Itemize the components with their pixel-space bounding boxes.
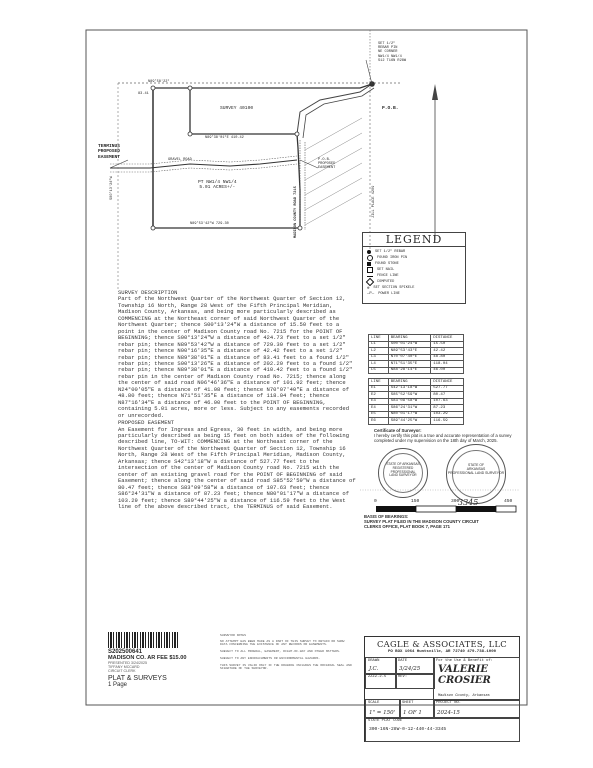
scale-label: 150 [411, 499, 420, 504]
road-label: GRAVEL ROAD [168, 158, 192, 162]
table-cell: L1 [369, 341, 389, 348]
scale-cell [365, 699, 401, 719]
terminus-line: EASEMENT [98, 154, 121, 160]
table-cell: E1 [369, 385, 389, 392]
table-cell: E5 [369, 411, 389, 418]
table-cell: L4 [369, 361, 389, 368]
table-cell: 46.00 [431, 367, 464, 374]
easement-text: An Easement for Ingress and Egress, 30 feet in width, and being more particularly described as being 15 feet on both sides of the following described line, TO-WIT: COMMENCING at the Northeast corner of the Northwest Quarter of the Northwest Quarter of Section 12, Township 16 North, Range 28 West of the Fifth Principal Meridian, Madison County, Arkansas; thence S42°13'18"W a distance of 527.77 feet to the intersection of the center of Madison County road No. 7215 with the center of an existing gravel road for the POINT OF BEGINNING of said Easement; thence along the center of said road S85°52'59"W a distance of 80.47 feet; thence S83°09'58"W a distance of 107.63 feet; thence S86°24'31"W a distance of 87.23 feet; thence N80°01'17"W a distance of 103.29 feet; thence S89°44'25"W a distance of 116.59 feet to the West line of the above described tract, the TERMINUS of said Easement. [118, 425, 356, 510]
seal-number: 3345 [458, 498, 479, 507]
checked-value: ZZZZ-2-5 [368, 675, 387, 679]
client-location: Madison County, Arkansas [438, 694, 490, 698]
corner-note-line: S12 T16N R28W [378, 58, 407, 63]
company-address: PO BOX 1064 Huntsville, AR 72740 479-738-1000 [387, 650, 497, 654]
table-cell: 42.42 [431, 348, 464, 355]
sheet-value: 1 OF 1 [403, 710, 422, 716]
corner-note [378, 42, 458, 63]
pob-easement-label [318, 158, 335, 171]
found-stone-icon [367, 262, 371, 266]
county-road-label: MADISON COUNTY ROAD 7215 [294, 186, 298, 238]
section-spike-icon: ⊕ [367, 287, 370, 291]
power-line-icon: —P— [367, 292, 375, 296]
seal-text: ARKANSAS [466, 467, 486, 471]
table-cell: 107.63 [431, 398, 464, 405]
east-road-label: JILL PLACE 4209 [372, 185, 376, 218]
seal-text: STATE OF ARKANSAS [386, 462, 420, 466]
scale-bar-graphic [376, 506, 516, 512]
table-cell: 15.50 [431, 341, 464, 348]
note-item: NO ATTEMPT HAS BEEN MADE AS A PART OF THIS SURVEY TO OBTAIN OR SHOW DATA CONCERNING THE EXISTENCE OF ANY RECORDS OR EASEMENTS. [220, 638, 345, 647]
corner-note-line: NW1/4 NW1/4 [378, 54, 402, 59]
scale-label: 450 [504, 499, 513, 504]
table-cell: L5 [369, 367, 389, 374]
set-rebar-icon [367, 250, 371, 254]
basis-heading: BASIS OF BEARINGS: [364, 514, 409, 519]
legend-item-label: FOUND IRON PIN [377, 256, 408, 260]
seal-text: REGISTERED [392, 465, 414, 470]
table-cell: N88°28'14"E [388, 367, 430, 374]
easement-heading: PROPOSED EASEMENT [118, 419, 175, 427]
pob-label: P.O.B. [382, 106, 399, 111]
corner-note-line: SET 1/2" [378, 42, 396, 46]
seal-text: STATE OF [467, 463, 485, 467]
scale-label: 300 [451, 499, 460, 504]
recording-stamp [108, 632, 218, 688]
recording-number: S202500641 [108, 649, 143, 655]
pob-easement-line: EASEMENT [318, 166, 336, 171]
county-road-centerline [190, 84, 372, 88]
table-cell: E6 [369, 418, 389, 425]
project-label: PROJECT NO. [436, 701, 462, 705]
sheet-cell [399, 699, 435, 719]
terminus-label [98, 144, 120, 160]
recording-line: PRESENTED 3/24/2025 [108, 661, 147, 665]
bearing-bottom: N89°53'42"W 729.30 [190, 222, 229, 226]
checked-cell [365, 673, 397, 689]
table-cell: 80.47 [431, 392, 464, 399]
pob-easement-line: P.O.B. [318, 158, 331, 162]
table-cell: 87.23 [431, 405, 464, 412]
barcode [108, 632, 178, 648]
table-header: LINE [369, 335, 389, 342]
table-row [369, 418, 464, 425]
scale-value: 1" = 150' [369, 710, 396, 716]
set-nail-icon [367, 267, 373, 273]
table-cell: S83°09'58"W [388, 398, 430, 405]
client-name: VALERIE CROSIER [438, 664, 491, 686]
client-cell [433, 657, 520, 701]
north-arrow [432, 84, 438, 240]
table-header: DISTANCE [431, 379, 464, 386]
state-plat-cell [365, 717, 520, 742]
note-item: SUBJECT TO ANY ENCROACHMENTS OR ENVIRONMENTAL HAZARDS. [220, 655, 321, 660]
for-label: For the Use & Benefit of: [436, 659, 493, 663]
basis-text: SURVEY PLAT FILED IN THE MADISON COUNTY CIRCUIT CLERKS OFFICE, PLAT BOOK 7, PAGE 171 [364, 519, 479, 529]
seal-text: LAND SURVEYOR [389, 473, 417, 478]
table-cell: E3 [369, 398, 389, 405]
table-cell: 527.77 [431, 385, 464, 392]
company-name: CAGLE & ASSOCIATES, LLC [376, 639, 508, 649]
notes-heading: SURVEYOR NOTES [220, 633, 246, 637]
table-cell: S89°44'25"W [388, 418, 430, 425]
fence-line-icon [367, 276, 373, 277]
table-header: DISTANCE [431, 335, 464, 342]
table-header: BEARING [388, 335, 430, 342]
tract-label [198, 180, 237, 191]
state-plat-value: 300-16N-28W-0-12-440-44-3345 [369, 727, 447, 732]
table-cell: L3 [369, 354, 389, 361]
title-block [364, 636, 520, 742]
legend-item-label: COMPUTED [377, 280, 395, 284]
bearing-left: S00°13'24"W [110, 176, 114, 200]
pob-easement-line: PROPOSED [318, 162, 336, 167]
table-cell: S42°13'18"W [388, 385, 430, 392]
tract-line: PT NW1/4 NW1/4 [198, 180, 237, 185]
table-cell: 103.29 [431, 411, 464, 418]
scale-label-text: SCALE [368, 701, 380, 705]
table-cell: 48.80 [431, 354, 464, 361]
terminus-line: TERMINUS [98, 144, 121, 149]
corner-note-line: REBAR PIN [378, 46, 398, 51]
top-dist: N89°58'22" [148, 80, 170, 84]
seal-text: PROFESSIONAL LAND SURVEYOR [447, 471, 505, 475]
corner-note-line: NE CORNER [378, 50, 398, 55]
date-value: 3/24/25 [399, 666, 421, 672]
table-cell: E2 [369, 392, 389, 399]
table-cell: N71°51'35"E [388, 361, 430, 368]
surveyor-seal-left [378, 448, 428, 498]
survey-label: SURVEY 40100 [220, 106, 254, 111]
rev-cell [395, 673, 435, 689]
tract-line: 5.01 ACRES+/- [199, 185, 236, 191]
table-cell: 118.04 [431, 361, 464, 368]
note-item: SUBJECT TO ALL MINERAL, EASEMENT, RIGHT-OF-WAY AND OTHER MATTERS. [220, 649, 341, 654]
note-item: THIS SURVEY IS VALID ONLY IF THE DRAWING INCLUDES THE ORIGINAL SEAL AND SIGNATURE OF THE SURVEYOR. [220, 662, 352, 671]
rev-label: REV: [398, 675, 408, 679]
line-table [368, 334, 464, 374]
seal-text: PROFESSIONAL [390, 469, 416, 474]
left-dist: 83.41 [138, 92, 149, 96]
recording-doc-type: PLAT & SURVEYS [108, 675, 167, 682]
recording-line: TIFFANY MCCARD [108, 665, 140, 669]
legend-title: LEGEND [363, 233, 465, 247]
table-cell: S86°24'31"W [388, 405, 430, 412]
certificate [374, 428, 514, 443]
drawn-label: DRAWN [368, 659, 380, 663]
table-cell: 116.59 [431, 418, 464, 425]
sheet-label: SHEET [402, 701, 414, 705]
legend-item-label: SET SECTION SPIKELE [373, 286, 415, 290]
terminus-line: PROPOSED [98, 149, 121, 155]
found-pin-icon [367, 255, 373, 261]
table-cell: S85°52'59"W [388, 392, 430, 399]
survey-description-heading: SURVEY DESCRIPTION [118, 289, 178, 296]
certificate-text: I hereby certify this plat is a true and accurate representation of a survey completed under my supervision on the 18th day of March, 2025. [374, 433, 512, 443]
legal-description [118, 290, 356, 510]
legend [362, 232, 466, 304]
legend-item-label: SET NAIL [377, 268, 395, 272]
drawn-value: J.C. [369, 666, 379, 672]
state-plat-label: STATE PLAT CODE [368, 719, 403, 723]
certificate-heading: Certificate of Surveyor: [374, 428, 422, 433]
project-value: 2024-15 [437, 710, 460, 716]
table-cell: N80°01'17"W [388, 411, 430, 418]
surveyor-seal-right [446, 444, 506, 504]
legend-item [367, 291, 461, 297]
table-cell: N89°53'43"E [388, 348, 430, 355]
bearing-top: N89°38'01"E 410.42 [205, 136, 244, 140]
date-label: DATE [398, 659, 408, 663]
project-cell [433, 699, 520, 719]
legend-item-label: FENCE LINE [377, 274, 399, 278]
survey-markers [151, 82, 374, 230]
table-cell: S00°01'24"W [388, 341, 430, 348]
table-cell: E4 [369, 405, 389, 412]
recording-pages: 1 Page [108, 682, 128, 688]
table-row [369, 367, 464, 374]
legend-item-label: FOUND STONE [375, 262, 399, 266]
legend-item-label: SET 1/2" REBAR [375, 250, 406, 254]
table-cell: N70°07'40"E [388, 354, 430, 361]
table-cell: L2 [369, 348, 389, 355]
recording-line: CIRCUIT CLERK [108, 669, 136, 673]
legend-item-label: POWER LINE [378, 292, 400, 296]
easement-table [368, 378, 464, 425]
recording-line: MADISON CO. AR FEE $15.00 [108, 655, 187, 661]
survey-description-text: Part of the Northwest Quarter of the Northwest Quarter of Section 12, Township 16 North, Range 28 West of the Fifth Principal Meridian, Madison County, Arkansas, and being more particularly described as COMMENCING at the Northeast corner of said Northwest Quarter of the Northwest Quarter; thence S00°13'24"W a distance of 15.50 feet to a point in the center of Madison County road No. 7215 for the POINT OF BEGINNING; thence S00°13'24"W a distance of 424.73 feet to a set 1/2" rebar pin; thence N89°53'42"W a distance of 729.30 feet to a set 1/2" rebar pin; thence N00°16'35"E a distance of 42.42 feet to a set 1/2" rebar pin; thence N89°38'01"E a distance of 83.41 feet to a found 1/2" rebar pin; thence S00°13'26"E a distance of 202.20 feet to a found 1/2" rebar pin; thence N89°38'01"E a distance of 410.42 feet to a found 1/2" rebar pin in the center of Madison County road No. 7215; thence along the center of said road N06°46'36"E a distance of 101.92 feet; thence N24°00'05"E a distance of 41.08 feet; thence N70°07'40"E a distance of 48.80 feet; thence N71°51'35"E a distance of 118.04 feet; thence N87°16'34"E a distance of 46.00 feet to the POINT OF BEGINNING, containing 5.01 acres, more or less. Subject to any easements recorded or unrecorded. [118, 295, 353, 419]
scale-label: 0 [374, 499, 377, 504]
surveyor-notes [220, 634, 352, 671]
table-header: LINE [369, 379, 389, 386]
table-header: BEARING [388, 379, 430, 386]
basis-of-bearings [364, 514, 494, 529]
